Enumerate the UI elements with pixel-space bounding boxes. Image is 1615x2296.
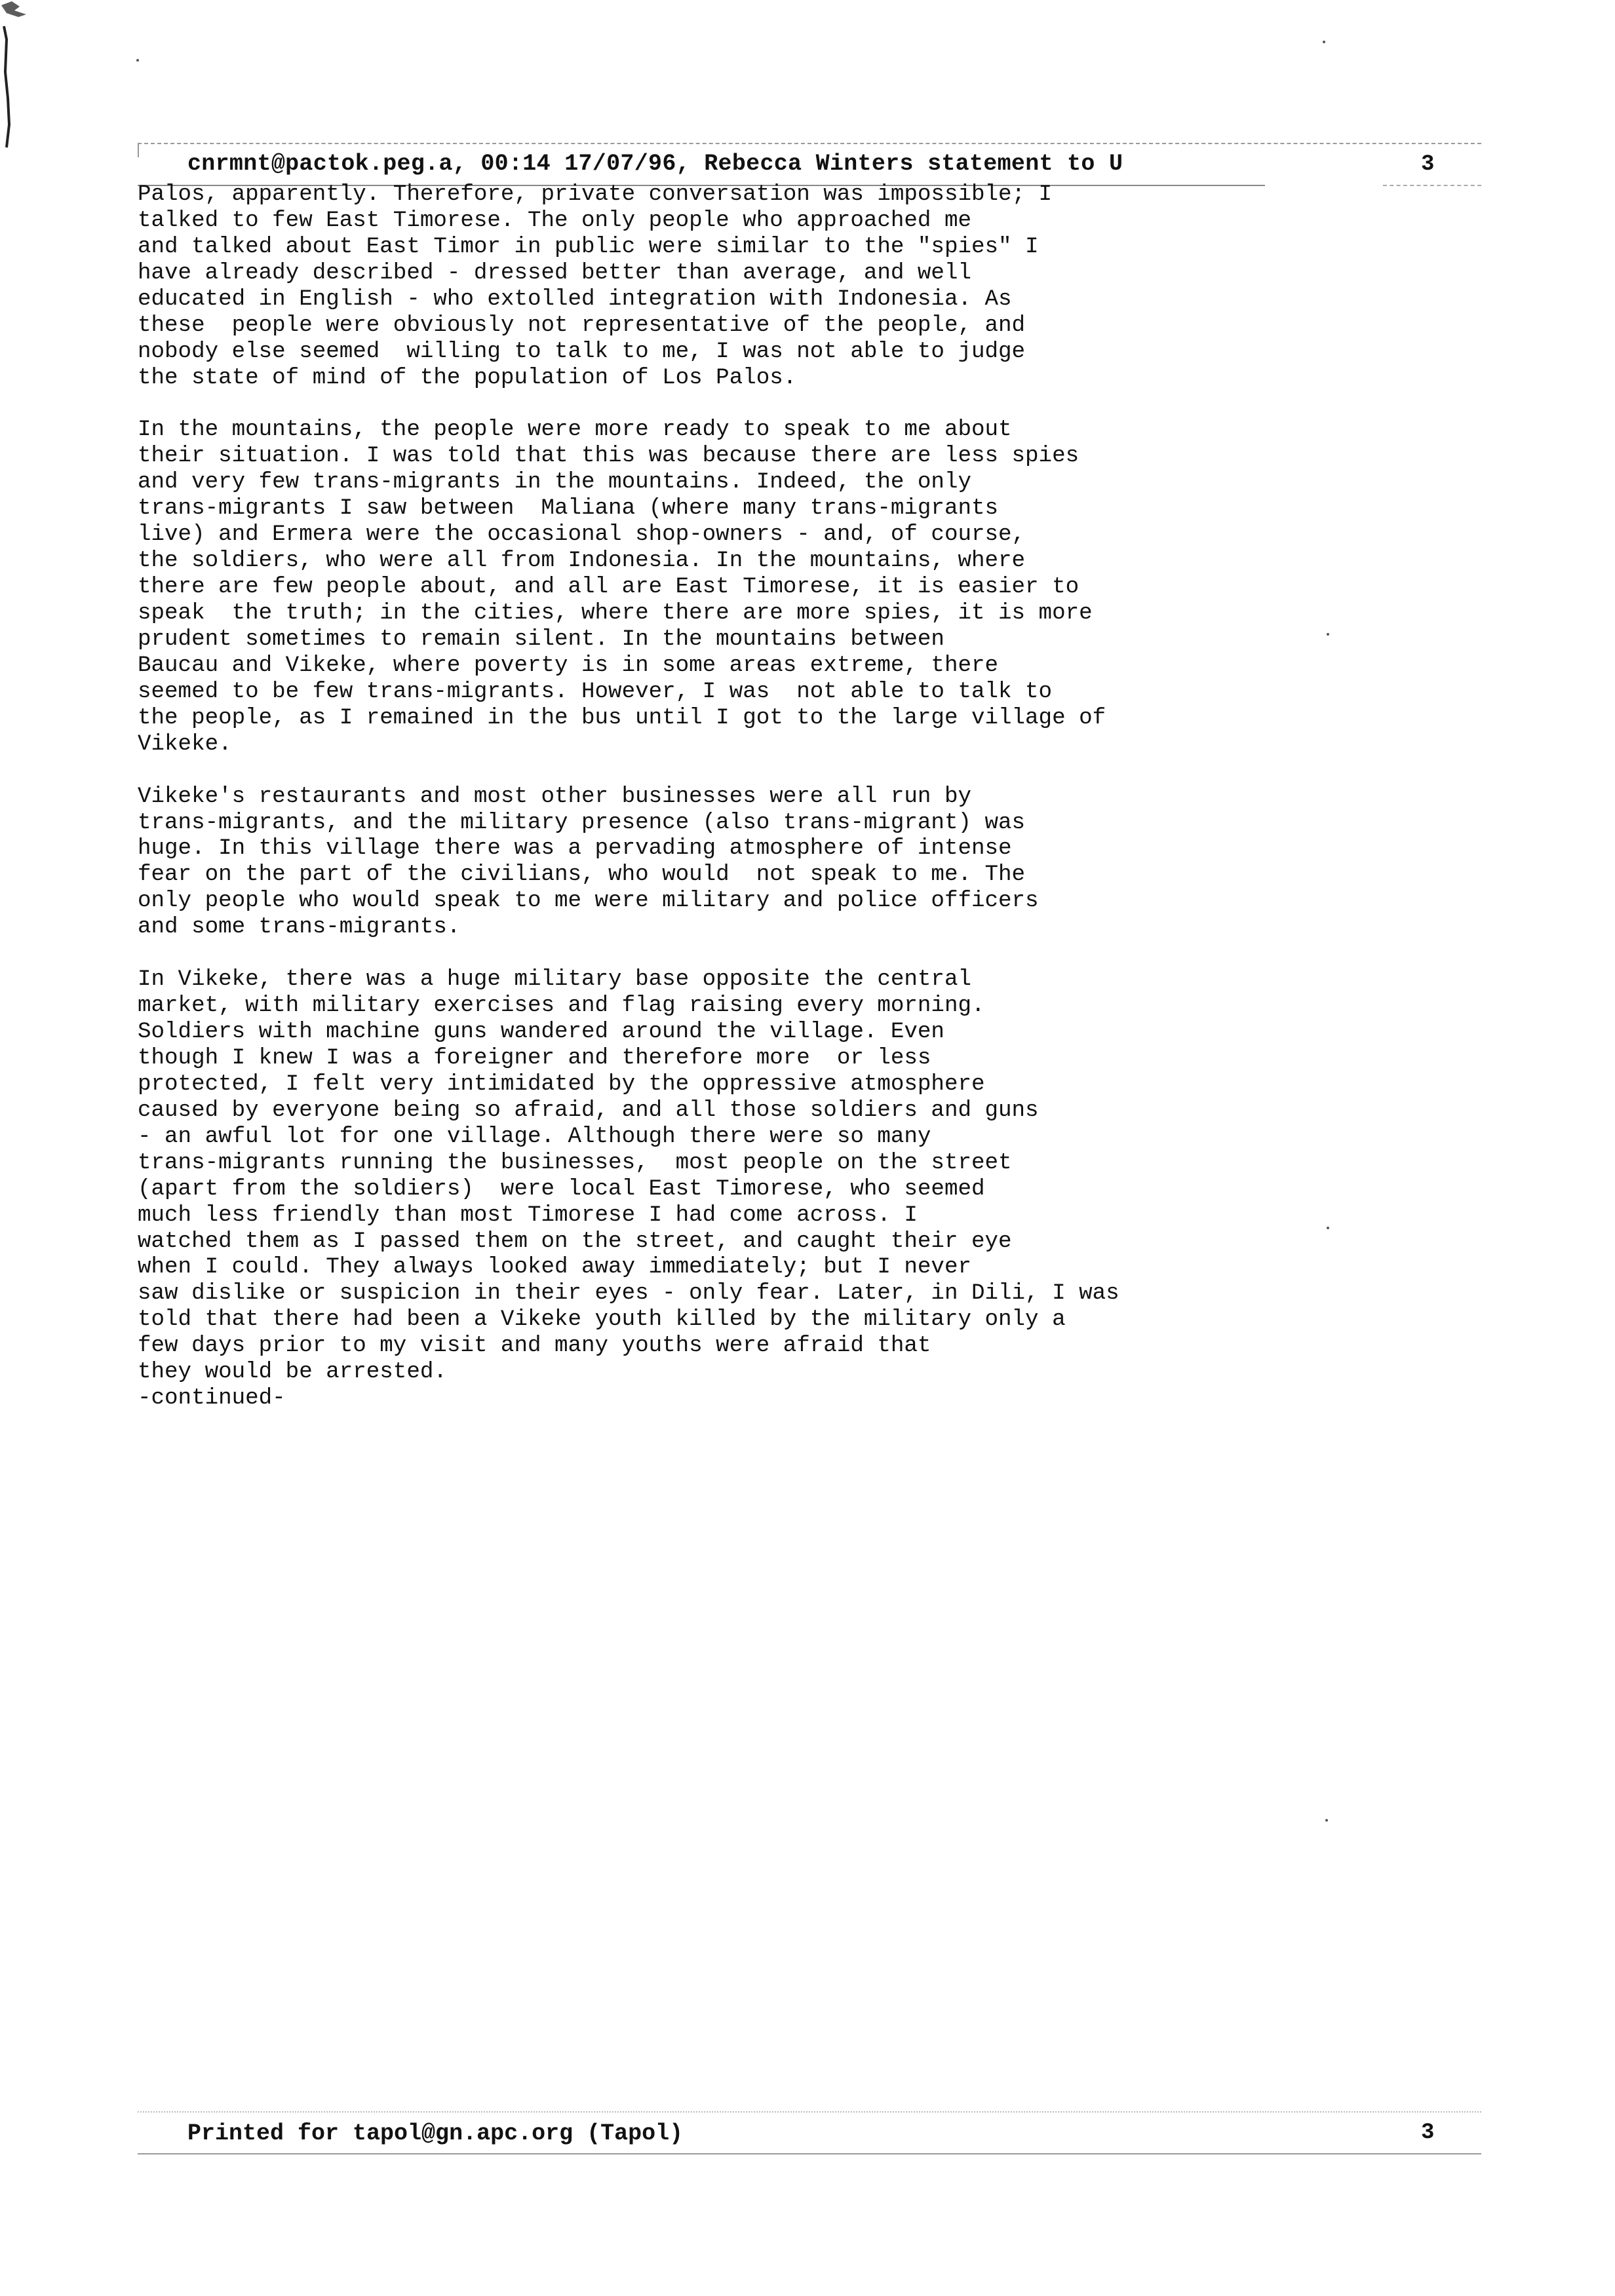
text-line: speak the truth; in the cities, where there are more spies, it is more: [138, 601, 1093, 626]
footer-page-number: 3: [1421, 2120, 1435, 2145]
text-line: few days prior to my visit and many youths were afraid that: [138, 1333, 931, 1359]
page-footer: [138, 2111, 1481, 2151]
text-line: huge. In this village there was a pervading atmosphere of intense: [138, 836, 1012, 862]
paragraph-gap: [138, 758, 1449, 784]
text-line: though I knew I was a foreigner and therefore more or less: [138, 1045, 931, 1071]
text-line: Vikeke's restaurants and most other businesses were all run by: [138, 784, 971, 809]
text-line: trans-migrants I saw between Maliana (where many trans-migrants: [138, 496, 999, 522]
text-line: only people who would speak to me were military and police officers: [138, 889, 1039, 914]
paragraph-gap: [138, 941, 1449, 967]
text-line: Palos, apparently. Therefore, private conversation was impossible; I: [138, 182, 1053, 207]
text-line: fear on the part of the civilians, who would not speak to me. The: [138, 862, 1026, 888]
footer-rule-bottom: [138, 2153, 1481, 2154]
text-line: these people were obviously not representative of the people, and: [138, 313, 1026, 338]
text-line: when I could. They always looked away immediately; but I never: [138, 1255, 971, 1280]
scan-speck: [136, 59, 139, 62]
text-line: they would be arrested.: [138, 1360, 447, 1385]
text-line: (apart from the soldiers) were local East Timorese, who seemed: [138, 1176, 985, 1202]
text-line: the state of mind of the population of Los Palos.: [138, 365, 797, 391]
text-line: - an awful lot for one village. Although there were so many: [138, 1124, 931, 1149]
text-line: market, with military exercises and flag raising every morning.: [138, 993, 985, 1019]
text-line: the soldiers, who were all from Indonesia. In the mountains, where: [138, 548, 1026, 574]
scan-artifact: [0, 0, 46, 151]
text-line: the people, as I remained in the bus until I got to the large village of: [138, 705, 1106, 731]
text-line: prudent sometimes to remain silent. In the mountains between: [138, 626, 944, 652]
text-line: live) and Ermera were the occasional shop-owners - and, of course,: [138, 522, 1026, 548]
header-page-number: 3: [1421, 152, 1435, 177]
text-line: their situation. I was told that this was because there are less spies: [138, 444, 1080, 469]
header-rule-top: [138, 143, 1481, 144]
footer-rule-top: [138, 2111, 1481, 2113]
text-line: In Vikeke, there was a huge military base opposite the central: [138, 967, 971, 993]
text-line: told that there had been a Vikeke youth killed by the military only a: [138, 1307, 1066, 1333]
text-line: talked to few East Timorese. The only people who approached me: [138, 208, 971, 233]
text-line: there are few people about, and all are East Timorese, it is easier to: [138, 575, 1080, 600]
text-line: much less friendly than most Timorese I had come across. I: [138, 1202, 918, 1228]
text-line: caused by everyone being so afraid, and all those soldiers and guns: [138, 1098, 1039, 1123]
text-line: trans-migrants, and the military presence (also trans-migrant) was: [138, 810, 1026, 835]
text-line: and very few trans-migrants in the mountains. Indeed, the only: [138, 470, 971, 495]
statement-body: [138, 182, 1449, 1412]
scan-speck: [1323, 41, 1325, 43]
text-line: -continued-: [138, 1386, 286, 1411]
text-line: seemed to be few trans-migrants. However, I was not able to talk to: [138, 679, 1053, 704]
page-header: [138, 143, 1481, 182]
scan-speck: [1325, 1819, 1328, 1822]
text-line: Baucau and Vikeke, where poverty is in some areas extreme, there: [138, 653, 999, 678]
footer-printed-for: Printed for tapol@gn.apc.org (Tapol): [187, 2120, 684, 2147]
text-line: saw dislike or suspicion in their eyes - only fear. Later, in Dili, I was: [138, 1281, 1119, 1307]
text-line: nobody else seemed willing to talk to me, I was not able to judge: [138, 339, 1026, 364]
text-line: Vikeke.: [138, 731, 232, 757]
paragraph-gap: [138, 392, 1449, 418]
text-line: and some trans-migrants.: [138, 915, 461, 940]
header-title: cnrmnt@pactok.peg.a, 00:14 17/07/96, Rebecca Winters statement to U: [187, 151, 1123, 177]
text-line: In the mountains, the people were more ready to speak to me about: [138, 417, 1012, 443]
text-line: watched them as I passed them on the street, and caught their eye: [138, 1229, 1012, 1254]
text-line: and talked about East Timor in public were similar to the "spies" I: [138, 234, 1039, 259]
text-line: trans-migrants running the businesses, most people on the street: [138, 1150, 1012, 1176]
text-line: have already described - dressed better than average, and well: [138, 260, 971, 286]
text-line: educated in English - who extolled integration with Indonesia. As: [138, 286, 1012, 312]
header-tick: [138, 143, 139, 157]
text-line: protected, I felt very intimidated by the oppressive atmosphere: [138, 1071, 985, 1097]
text-line: Soldiers with machine guns wandered around the village. Even: [138, 1020, 944, 1044]
